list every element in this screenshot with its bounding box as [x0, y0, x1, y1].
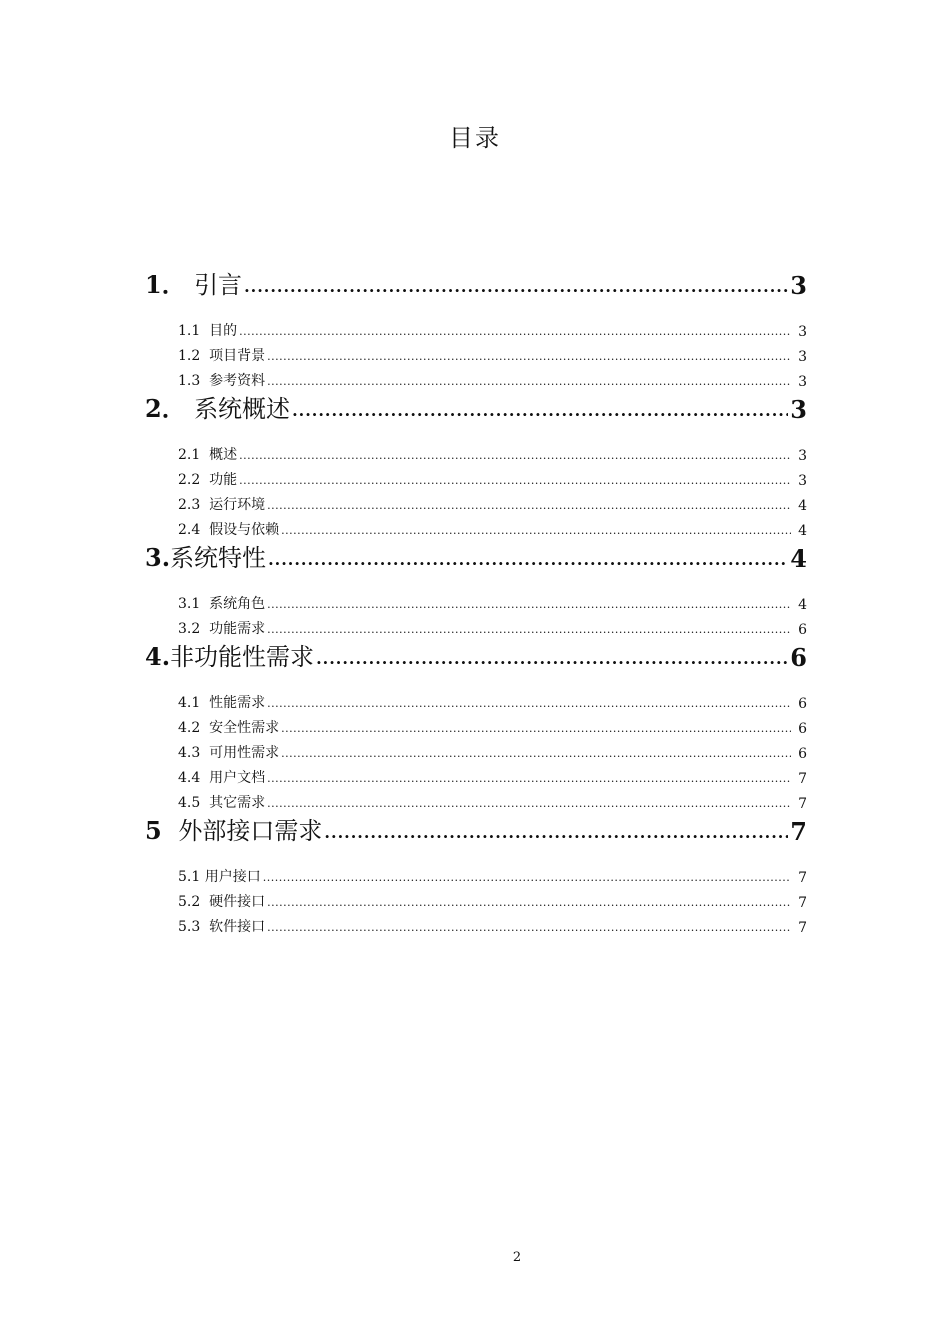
page-title: 目录: [449, 124, 501, 152]
toc-item-title: 参考资料: [209, 373, 266, 389]
toc-item-page: 7: [798, 796, 807, 812]
toc-item-title: 系统角色: [209, 596, 266, 612]
toc-item[interactable]: [178, 911, 807, 936]
toc-item-page: 7: [798, 895, 807, 911]
toc-item-number: 4.2: [178, 720, 201, 736]
dot-leader: [267, 922, 791, 936]
dot-leader: [267, 698, 791, 712]
toc-item-number: 5.1: [178, 869, 201, 885]
toc-item-title: 硬件接口: [209, 894, 266, 910]
toc-subsection-list: [145, 672, 807, 812]
toc-item-number: 2.4: [178, 522, 201, 538]
toc-section-page: 4: [790, 544, 807, 573]
toc-item-number: 4.1: [178, 695, 201, 711]
toc-item-title: 运行环境: [209, 497, 266, 513]
toc-item[interactable]: [178, 588, 807, 613]
toc-section-number: 2．: [145, 394, 186, 423]
toc-item-title: 安全性需求: [209, 720, 280, 736]
toc-section-page: 3: [790, 271, 807, 300]
toc-item-page: 7: [798, 920, 807, 936]
toc-section-label: [145, 389, 290, 424]
table-of-contents: [145, 266, 807, 936]
toc-item-number: 4.3: [178, 745, 201, 761]
toc-section-label: [145, 637, 314, 672]
toc-section-title: 非功能性需求: [170, 643, 315, 671]
toc-item-page: 7: [798, 771, 807, 787]
toc-section-title: 外部接口需求: [178, 817, 323, 845]
toc-item-number: 5.3: [178, 919, 201, 935]
toc-item[interactable]: [178, 787, 807, 812]
toc-item-page: 3: [798, 324, 807, 340]
toc-section-4[interactable]: [145, 638, 807, 672]
toc-subsection-list: [145, 846, 807, 936]
toc-item-number: 5.2: [178, 894, 201, 910]
toc-item[interactable]: [178, 687, 807, 712]
toc-section-page: 7: [790, 817, 807, 846]
toc-item-title: 用户接口: [204, 869, 261, 885]
toc-section-3[interactable]: [145, 539, 807, 573]
toc-item-page: 4: [798, 498, 807, 514]
dot-leader: [268, 552, 788, 573]
toc-item-page: 6: [798, 721, 807, 737]
toc-item-number: 2.1: [178, 447, 201, 463]
toc-item-number: 2.3: [178, 497, 201, 513]
toc-item-number: 1.3: [178, 373, 201, 389]
dot-leader: [267, 376, 791, 390]
dot-leader: [267, 773, 791, 787]
toc-subsection-list: [145, 300, 807, 390]
dot-leader: [281, 748, 791, 762]
toc-item[interactable]: [178, 514, 807, 539]
toc-item[interactable]: [178, 365, 807, 390]
toc-item-number: 2.2: [178, 472, 201, 488]
toc-item-page: 3: [798, 473, 807, 489]
toc-item-number: 1.2: [178, 348, 201, 364]
toc-item-number: 4.4: [178, 770, 201, 786]
toc-item-page: 3: [798, 374, 807, 390]
page-number: 2: [512, 1250, 522, 1265]
toc-section-label: [145, 538, 266, 573]
toc-item[interactable]: [178, 489, 807, 514]
toc-item-page: 3: [798, 349, 807, 365]
toc-item-number: 1.1: [178, 323, 201, 339]
toc-item[interactable]: [178, 464, 807, 489]
dot-leader: [239, 326, 791, 340]
dot-leader: [267, 500, 791, 514]
dot-leader: [281, 525, 791, 539]
toc-section-2[interactable]: [145, 390, 807, 424]
dot-leader: [267, 798, 791, 812]
toc-subsection-list: [145, 573, 807, 638]
toc-item-page: 4: [798, 597, 807, 613]
toc-item-title: 功能: [209, 472, 238, 488]
toc-item[interactable]: [178, 315, 807, 340]
toc-item-number: 3.2: [178, 621, 201, 637]
toc-section-5[interactable]: [145, 812, 807, 846]
toc-section-page: 6: [790, 643, 807, 672]
dot-leader: [324, 825, 788, 846]
toc-section-number: 5: [145, 816, 171, 845]
toc-section-title: 引言: [194, 271, 243, 299]
toc-section-title: 系统概述: [194, 395, 291, 423]
toc-item-title: 性能需求: [209, 695, 266, 711]
toc-item-title: 功能需求: [209, 621, 266, 637]
toc-section-1[interactable]: [145, 266, 807, 300]
dot-leader: [239, 475, 791, 489]
toc-section-number: 3.: [145, 543, 171, 572]
toc-section-number: 4.: [145, 642, 171, 671]
dot-leader: [281, 723, 791, 737]
toc-item[interactable]: [178, 886, 807, 911]
toc-section-label: [145, 811, 322, 846]
toc-item-page: 6: [798, 622, 807, 638]
toc-item-title: 用户文档: [209, 770, 266, 786]
toc-section-label: [145, 265, 242, 300]
dot-leader: [239, 450, 791, 464]
toc-item[interactable]: [178, 861, 807, 886]
dot-leader: [244, 279, 788, 300]
toc-item-title: 可用性需求: [209, 745, 280, 761]
toc-item-page: 3: [798, 448, 807, 464]
dot-leader: [267, 599, 791, 613]
toc-item-title: 假设与依赖: [209, 522, 280, 538]
dot-leader: [263, 872, 791, 886]
toc-item-title: 项目背景: [209, 348, 266, 364]
toc-item-page: 6: [798, 746, 807, 762]
toc-section-title: 系统特性: [170, 544, 267, 572]
dot-leader: [267, 897, 791, 911]
toc-item-title: 概述: [209, 447, 238, 463]
toc-item-title: 目的: [209, 323, 238, 339]
toc-item-title: 软件接口: [209, 919, 266, 935]
toc-item[interactable]: [178, 613, 807, 638]
dot-leader: [292, 403, 788, 424]
toc-item[interactable]: [178, 712, 807, 737]
toc-item[interactable]: [178, 439, 807, 464]
dot-leader: [316, 651, 788, 672]
toc-item-page: 4: [798, 523, 807, 539]
toc-section-number: 1．: [145, 270, 186, 299]
toc-section-page: 3: [790, 395, 807, 424]
toc-item-title: 其它需求: [209, 795, 266, 811]
toc-item[interactable]: [178, 340, 807, 365]
toc-item-page: 6: [798, 696, 807, 712]
dot-leader: [267, 624, 791, 638]
dot-leader: [267, 351, 791, 365]
toc-subsection-list: [145, 424, 807, 539]
toc-item-number: 3.1: [178, 596, 201, 612]
toc-item-number: 4.5: [178, 795, 201, 811]
toc-item[interactable]: [178, 762, 807, 787]
toc-item-page: 7: [798, 870, 807, 886]
toc-item[interactable]: [178, 737, 807, 762]
